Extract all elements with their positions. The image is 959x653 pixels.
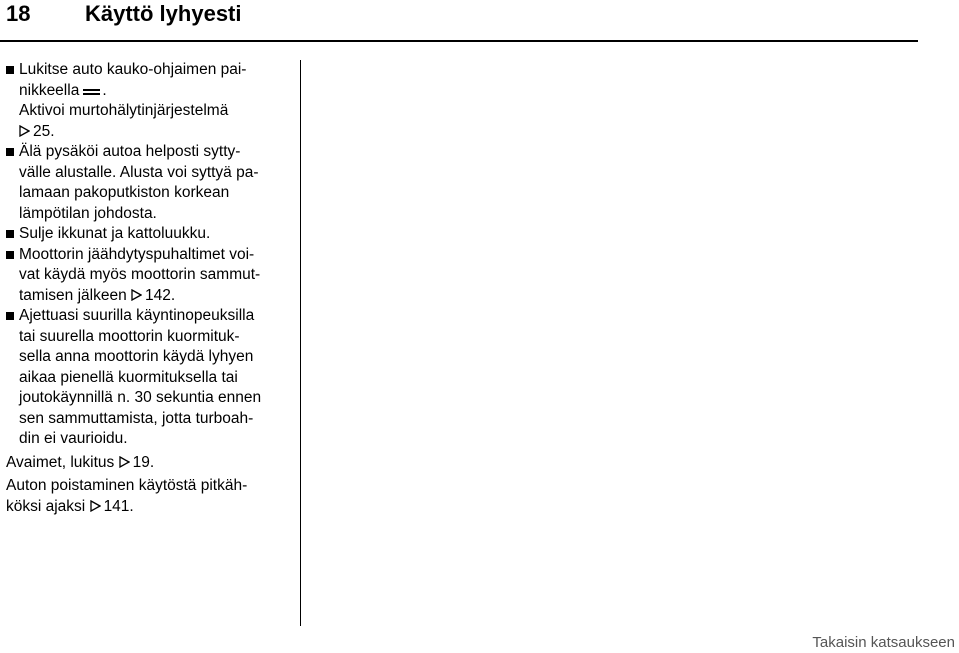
item-text: sen sammuttamista, jotta turboah-: [19, 409, 254, 427]
cross-reference: [6, 453, 291, 474]
page-header: [0, 0, 920, 44]
item-text: .: [102, 81, 107, 99]
item-text: sella anna moottorin käydä lyhyen: [19, 348, 254, 365]
reference-text: köksi ajaksi: [6, 497, 86, 515]
page-reference-link[interactable]: 142.: [145, 286, 176, 304]
list-item: [6, 60, 291, 101]
page-number: 18: [6, 1, 31, 26]
item-text: joutokäynnillä n. 30 sekuntia ennen: [19, 389, 262, 406]
square-bullet-icon: [6, 312, 14, 320]
list-item: [6, 224, 291, 245]
square-bullet-icon: [6, 66, 14, 74]
page-reference-arrow-icon: [131, 289, 142, 301]
page-reference-link[interactable]: 19.: [132, 453, 155, 471]
list-item: [6, 306, 291, 450]
item-text: Ajettuasi suurilla käyntinopeuksilla: [19, 307, 255, 324]
square-bullet-icon: [6, 251, 14, 259]
back-to-overview-link[interactable]: Takaisin katsaukseen: [812, 634, 955, 651]
lock-button-icon: [83, 88, 100, 96]
page-reference-link[interactable]: 25.: [33, 122, 55, 140]
reference-text: Avaimet, lukitus: [6, 453, 115, 471]
item-text: Moottorin jäähdytyspuhaltimet voi-: [19, 245, 255, 263]
left-column: [6, 60, 291, 517]
page-reference-link[interactable]: 141.: [103, 497, 134, 515]
page-reference-arrow-icon: [19, 125, 30, 137]
page-reference-arrow-icon: [119, 456, 130, 468]
list-item-note: [6, 101, 291, 142]
section-title: Käyttö lyhyesti: [85, 1, 242, 26]
page-reference-arrow-icon: [90, 500, 101, 512]
item-text: tai suurella moottorin kuormituk-: [19, 327, 240, 345]
list-item: [6, 245, 291, 307]
item-text: nikkeella: [19, 81, 80, 99]
item-text: lämpötilan johdosta.: [19, 204, 157, 222]
item-text: din ei vaurioidu.: [19, 430, 128, 447]
item-text: aikaa pienellä kuormituksella tai: [19, 368, 238, 386]
square-bullet-icon: [6, 148, 14, 156]
reference-text: Auton poistaminen käytöstä pitkäh-: [6, 477, 248, 494]
item-text: Lukitse auto kauko-ohjaimen pai-: [19, 61, 247, 78]
item-text: välle alustalle. Alusta voi syttyä pa-: [19, 163, 259, 181]
item-text: vat käydä myös moottorin sammut-: [19, 266, 261, 283]
item-text: Sulje ikkunat ja kattoluukku.: [19, 225, 211, 242]
item-text: Älä pysäköi autoa helposti sytty-: [19, 143, 241, 160]
item-text: tamisen jälkeen: [19, 286, 127, 304]
list-item: [6, 142, 291, 224]
header-rule: [0, 40, 918, 42]
cross-reference: [6, 476, 291, 517]
column-divider: [300, 60, 301, 626]
square-bullet-icon: [6, 230, 14, 238]
item-text: lamaan pakoputkiston korkean: [19, 184, 230, 201]
item-text: Aktivoi murtohälytinjärjestelmä: [19, 102, 229, 119]
